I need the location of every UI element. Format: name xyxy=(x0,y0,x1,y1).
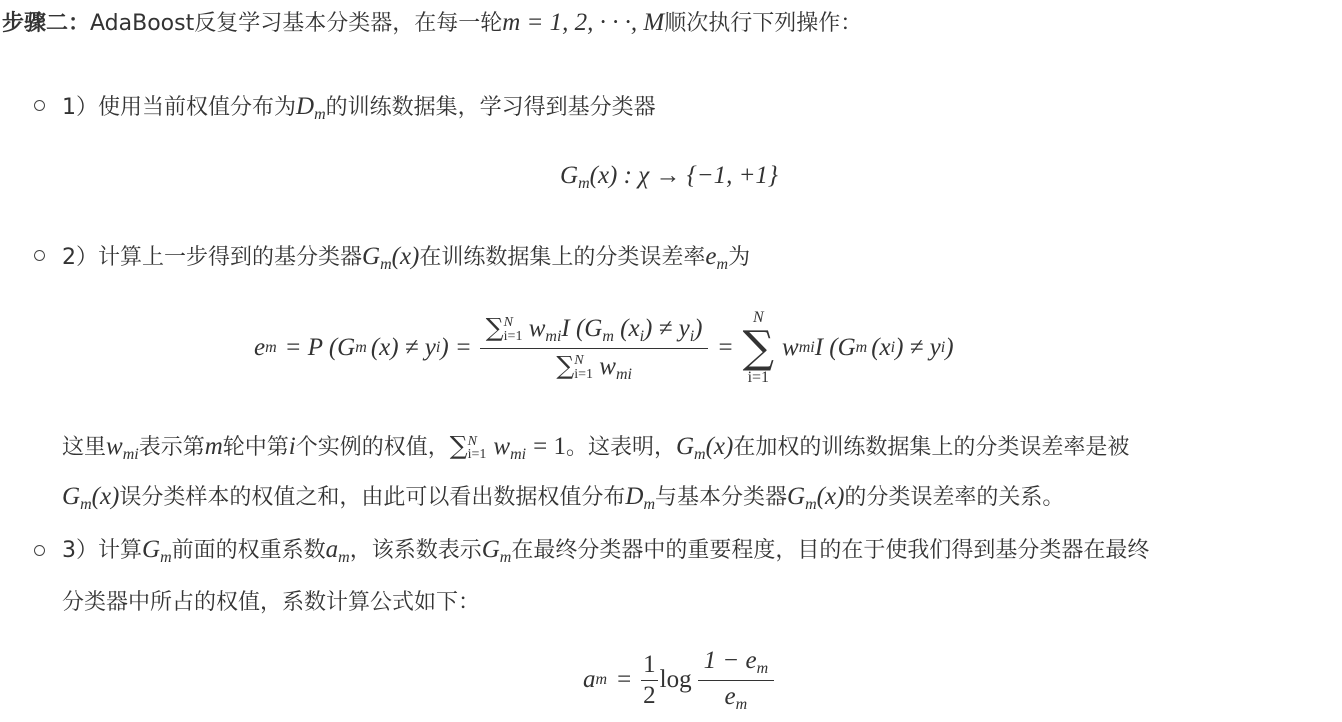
f2-big-top: N xyxy=(752,309,764,326)
f2-num-w: w xyxy=(528,314,546,342)
f2-num-w-sub: mi xyxy=(545,327,562,345)
f2-rhs-rest3: ) ≠ y xyxy=(895,334,941,361)
item1-dm: D xyxy=(296,93,315,120)
f2-num-rest2-sub: i xyxy=(639,327,645,345)
item3-g2: G xyxy=(481,536,500,563)
f2-rhs-rest2: (x xyxy=(871,334,891,361)
item3-b-text: ，该系数表示 xyxy=(349,538,482,563)
para2-l2-g2-sub: m xyxy=(805,496,817,513)
f3-half xyxy=(641,651,658,710)
item1-label: 1）使用当前权值分布为 xyxy=(62,95,296,120)
formula-1 xyxy=(560,162,778,193)
para2-d: 个实例的权值， xyxy=(295,435,450,460)
step-math: m = 1, 2, · · ·, M xyxy=(502,9,665,36)
f2-p: = P (G xyxy=(284,334,356,361)
para2-w-sub: mi xyxy=(122,446,139,463)
item2-text-b: 在训练数据集上的分类误差率 xyxy=(419,245,706,270)
f2-big-sigma: ∑ xyxy=(742,322,775,373)
para2-l2-d-sub: m xyxy=(643,496,656,513)
item3-a: a xyxy=(325,536,339,563)
item2-g-sub: m xyxy=(380,256,392,273)
formula1-g: G xyxy=(560,162,579,189)
item3-c-text: 在最终分类器中的重要程度，目的在于使我们得到基分类器在最终 xyxy=(511,538,1150,563)
f3-num-text: 1 − e xyxy=(703,646,757,674)
f2-num-close: ) xyxy=(694,314,703,342)
f2-num-sigma: ∑ xyxy=(485,312,504,342)
formula1-rest: (x) : χ → {−1, +1} xyxy=(589,162,778,189)
f2-num-rest3: ) ≠ y xyxy=(644,314,690,342)
f2-num-bot: i=1 xyxy=(503,328,523,344)
f2-den-bot: i=1 xyxy=(574,366,593,382)
f2-rhs-rest: I (G xyxy=(814,334,856,361)
f3-num xyxy=(698,647,775,680)
para2-line2 xyxy=(62,480,1064,514)
f3-half-num: 1 xyxy=(643,650,656,678)
para2-w2: w xyxy=(493,433,511,460)
f2-num-rest3-sub: i xyxy=(689,327,695,345)
item1-dm-sub: m xyxy=(314,106,326,123)
item3-g2-sub: m xyxy=(499,549,512,566)
f2-den-w: w xyxy=(599,352,616,380)
f2-den-w-sub: mi xyxy=(615,365,632,383)
item3-a-sub: m xyxy=(338,549,350,566)
item3-line2-text: 分类器中所占的权值，系数计算公式如下： xyxy=(62,590,481,615)
item2-text-c: 为 xyxy=(728,245,751,270)
para2-l2-d: D xyxy=(625,483,644,510)
para2-m: m xyxy=(204,433,223,460)
f2-num-top: N xyxy=(503,314,513,330)
para2-l2-g-sub: m xyxy=(80,496,92,513)
f2-numerator xyxy=(480,313,709,348)
f2-lhs: e xyxy=(254,334,266,361)
step-text-a: AdaBoost反复学习基本分类器，在每一轮 xyxy=(90,11,503,36)
step-line xyxy=(2,6,862,37)
item2-g: G xyxy=(362,243,381,270)
f2-rhs-close: ) xyxy=(945,334,954,361)
f2-den-top: N xyxy=(574,352,584,368)
para2-i: i xyxy=(288,433,296,460)
para2-l2-g2-arg: (x) xyxy=(816,483,845,510)
item2-e-sub: m xyxy=(716,256,729,273)
para2-g-sub: m xyxy=(694,446,706,463)
para2-g: G xyxy=(675,433,695,460)
item3-a-text: 前面的权重系数 xyxy=(171,538,326,563)
para2-line1 xyxy=(62,430,1129,464)
para2-sig-bot: i=1 xyxy=(467,447,487,462)
item3-label: 3）计算 xyxy=(62,538,142,563)
f2-big-sum xyxy=(743,310,774,386)
f2-den-sigma: ∑ xyxy=(556,350,575,380)
para2-w: w xyxy=(106,433,123,460)
f2-rhs-w-sub: mi xyxy=(798,339,815,356)
item3-g-sub: m xyxy=(160,549,172,566)
f2-rhs-w: w xyxy=(782,334,799,361)
f2-big-bot: i=1 xyxy=(747,369,770,386)
para2-eq: = 1 xyxy=(533,433,566,460)
f2-eq2: = xyxy=(718,334,733,361)
f2-num-rest-sub: m xyxy=(602,327,614,345)
f2-num-rest: I (G xyxy=(561,314,603,342)
bullet-icon xyxy=(34,250,45,261)
para2-w2-sub: mi xyxy=(510,446,527,463)
bullet-icon xyxy=(34,100,45,111)
f2-fraction xyxy=(480,313,709,384)
f2-p-i: i xyxy=(435,339,441,356)
item1-text-b: 的训练数据集，学习得到基分类器 xyxy=(325,95,656,120)
item1-line xyxy=(62,90,656,124)
step-heading: 步骤二： xyxy=(2,11,91,36)
para2-sig-top: N xyxy=(467,434,477,449)
para2-a: 这里 xyxy=(62,435,107,460)
f3-fraction xyxy=(698,647,775,714)
formula-3 xyxy=(583,642,774,718)
item3-line2 xyxy=(62,585,480,616)
f3-num-sub: m xyxy=(756,659,769,677)
formula-2 xyxy=(254,300,954,396)
f2-rhs-rest2-sub: i xyxy=(890,339,896,356)
item2-line xyxy=(62,240,750,274)
item2-g-arg: (x) xyxy=(391,243,420,270)
para2-l2-g2: G xyxy=(787,483,806,510)
item3-g: G xyxy=(142,536,161,563)
f2-rhs-rest3-sub: i xyxy=(940,339,946,356)
f3-lhs-sub: m xyxy=(595,671,608,688)
item3-line1 xyxy=(62,533,1149,567)
para2-l2-b: 与基本分类器 xyxy=(655,485,788,510)
f3-log: log xyxy=(659,666,692,693)
item2-label: 2）计算上一步得到的基分类器 xyxy=(62,245,362,270)
f3-den-text: e xyxy=(724,682,736,710)
para2-b: 表示第 xyxy=(138,435,205,460)
f2-p-rest: (x) ≠ y xyxy=(370,334,436,361)
bullet-icon xyxy=(34,545,45,556)
para2-l2-a: 误分类样本的权值之和，由此可以看出数据权值分布 xyxy=(119,485,626,510)
f3-half-den: 2 xyxy=(643,681,656,709)
f2-rhs-rest-sub: m xyxy=(855,339,868,356)
f2-p-sub: m xyxy=(355,339,367,356)
f3-den-sub: m xyxy=(735,695,748,713)
f2-p-close: ) = xyxy=(440,334,472,361)
para2-e: 。这表明， xyxy=(565,435,676,460)
f2-lhs-sub: m xyxy=(265,339,277,356)
para2-c: 轮中第 xyxy=(222,435,289,460)
f2-num-rest2: (x xyxy=(620,314,640,342)
f2-denominator xyxy=(480,348,709,384)
para2-l2-g: G xyxy=(62,483,81,510)
item2-e: e xyxy=(705,243,717,270)
f3-lhs: a xyxy=(583,666,596,693)
para2-sigma: ∑ xyxy=(449,431,468,460)
para2-l2-g-arg: (x) xyxy=(91,483,120,510)
para2-l2-c: 的分类误差率的关系。 xyxy=(844,485,1065,510)
formula1-g-sub: m xyxy=(578,175,590,192)
f3-eq: = xyxy=(617,666,632,693)
para2-g-arg: (x) xyxy=(705,433,734,460)
f3-den xyxy=(698,680,775,714)
para2-f: 在加权的训练数据集上的分类误差率是被 xyxy=(733,435,1130,460)
step-text-b: 顺次执行下列操作： xyxy=(664,11,863,36)
